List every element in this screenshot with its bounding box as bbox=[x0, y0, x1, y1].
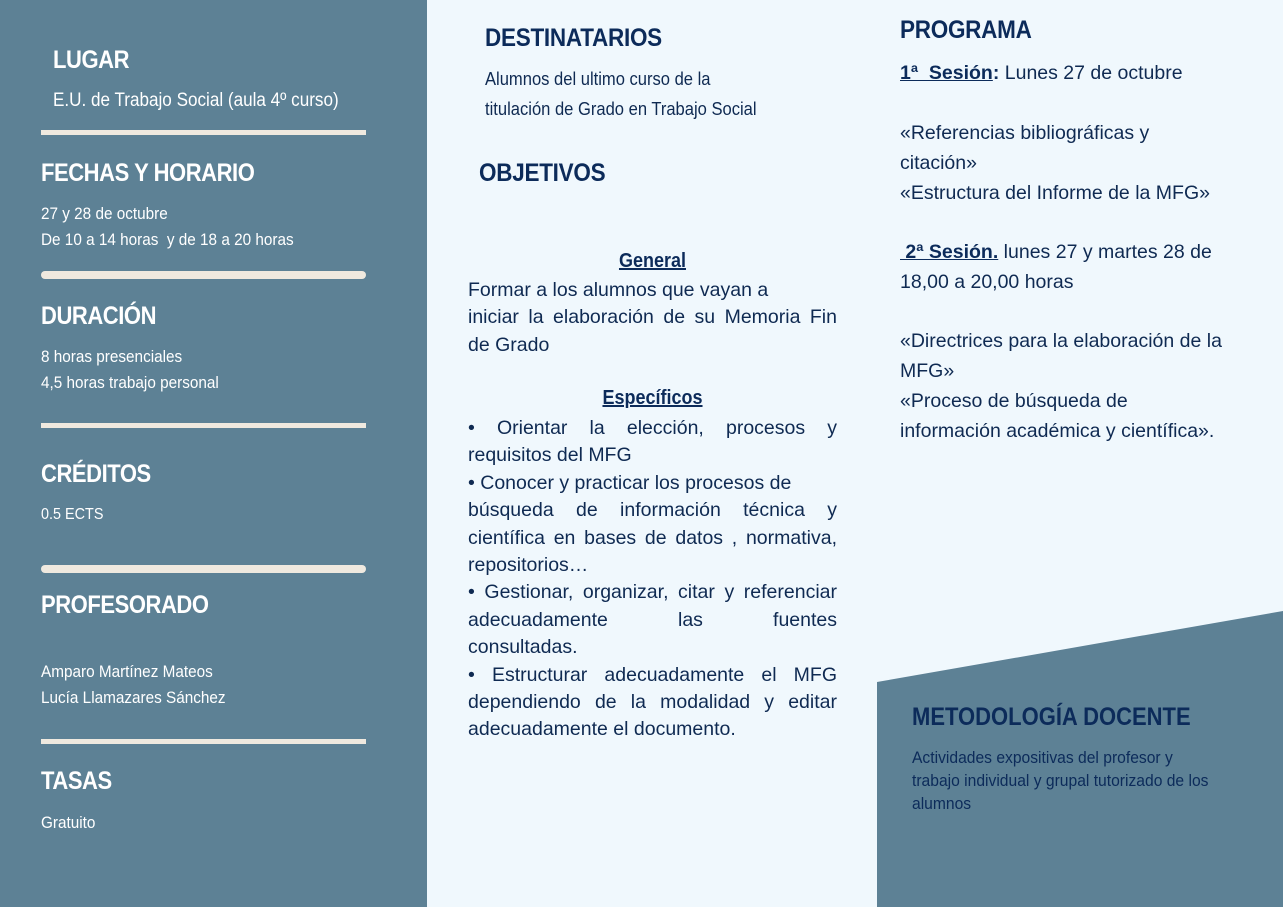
destinatarios-text bbox=[485, 64, 757, 124]
lugar-line: E.U. de Trabajo Social (aula 4º curso) bbox=[53, 90, 339, 111]
session1-separator: : bbox=[992, 62, 1000, 84]
especificos-line: requisitos del MFG bbox=[468, 444, 632, 467]
profesor-name: Amparo Martínez Mateos bbox=[41, 662, 213, 681]
session2-date: lunes 27 y martes 28 de bbox=[998, 241, 1212, 263]
creditos-text bbox=[41, 502, 103, 528]
general-line: Formar a los alumnos que vayan a bbox=[468, 279, 769, 301]
especificos-line: • Orientar la elección, procesos y bbox=[468, 417, 837, 439]
lugar-heading: LUGAR bbox=[53, 46, 130, 74]
session1-topic: citación» bbox=[900, 152, 977, 174]
especificos-list bbox=[468, 415, 837, 744]
session1-label: 1ª Sesión bbox=[900, 62, 993, 84]
metodologia-text bbox=[912, 746, 1208, 815]
lugar-text bbox=[53, 88, 339, 114]
session2-topic: MFG» bbox=[900, 360, 955, 382]
especificos-subheading: Específicos bbox=[602, 387, 703, 409]
session1-header bbox=[900, 58, 1183, 88]
session2-time: 18,00 a 20,00 horas bbox=[900, 271, 1074, 293]
especificos-line: • Estructurar adecuadamente el MFG bbox=[468, 663, 837, 686]
session1-topic: «Estructura del Informe de la MFG» bbox=[900, 182, 1210, 204]
session2-topic: información académica y científica». bbox=[900, 420, 1215, 442]
especificos-line: • Gestionar, organizar, citar y referenciar bbox=[468, 581, 837, 604]
session2-header bbox=[900, 237, 1212, 297]
session2-label: 2ª Sesión. bbox=[900, 241, 999, 263]
profesorado-heading: PROFESORADO bbox=[41, 591, 209, 619]
divider bbox=[41, 423, 366, 428]
divider bbox=[41, 739, 366, 744]
duracion-line: 4,5 horas trabajo personal bbox=[41, 373, 219, 392]
session2-topics bbox=[900, 326, 1222, 446]
tasas-text bbox=[41, 810, 95, 836]
metodologia-heading: METODOLOGÍA DOCENTE bbox=[912, 703, 1191, 731]
metodologia-line: alumnos bbox=[912, 794, 972, 813]
objetivos-heading: OBJETIVOS bbox=[479, 159, 606, 187]
general-subheading: General bbox=[618, 250, 687, 272]
tasas-heading: TASAS bbox=[41, 767, 112, 795]
duracion-line: 8 horas presenciales bbox=[41, 347, 183, 366]
especificos-line: consultadas. bbox=[468, 636, 578, 659]
fechas-line: 27 y 28 de octubre bbox=[41, 204, 168, 223]
especificos-line: dependiendo de la modalidad y editar bbox=[468, 691, 837, 714]
divider bbox=[41, 130, 366, 135]
session2-topic: «Proceso de búsqueda de bbox=[900, 390, 1128, 412]
metodologia-line: trabajo individual y grupal tutorizado de los bbox=[912, 771, 1209, 790]
divider bbox=[41, 565, 366, 573]
fechas-heading: FECHAS Y HORARIO bbox=[41, 159, 255, 187]
tasas-line: Gratuito bbox=[41, 813, 96, 832]
programa-heading: PROGRAMA bbox=[900, 16, 1032, 44]
destinatarios-line: Alumnos del ultimo curso de la bbox=[485, 69, 711, 89]
session1-date: Lunes 27 de octubre bbox=[999, 62, 1183, 84]
session1-topics bbox=[900, 118, 1210, 208]
especificos-line: búsqueda de información técnica y bbox=[468, 499, 837, 522]
sidebar-info-panel bbox=[0, 0, 427, 907]
session1-topic: «Referencias bibliográficas y bbox=[900, 122, 1150, 144]
profesor-name: Lucía Llamazares Sánchez bbox=[41, 688, 226, 707]
duracion-text bbox=[41, 344, 219, 396]
metodologia-line: Actividades expositivas del profesor y bbox=[912, 748, 1173, 767]
general-line: iniciar la elaboración de su Memoria Fin bbox=[468, 306, 837, 329]
especificos-line: • Conocer y practicar los procesos de bbox=[468, 471, 792, 494]
general-text bbox=[468, 277, 837, 359]
session2-topic: «Directrices para la elaboración de la bbox=[900, 330, 1222, 352]
especificos-line: adecuadamente el documento. bbox=[468, 718, 736, 741]
creditos-line: 0.5 ECTS bbox=[41, 506, 104, 523]
general-line: de Grado bbox=[468, 333, 550, 356]
profesorado-text bbox=[41, 659, 226, 711]
destinatarios-line: titulación de Grado en Trabajo Social bbox=[485, 99, 757, 119]
fechas-text bbox=[41, 201, 294, 253]
divider bbox=[41, 271, 366, 279]
fechas-line: De 10 a 14 horas y de 18 a 20 horas bbox=[41, 230, 294, 249]
destinatarios-heading: DESTINATARIOS bbox=[485, 24, 662, 52]
right-column bbox=[877, 0, 1283, 907]
middle-column bbox=[427, 0, 877, 907]
creditos-heading: CRÉDITOS bbox=[41, 460, 151, 488]
especificos-line: repositorios… bbox=[468, 554, 589, 577]
duracion-heading: DURACIÓN bbox=[41, 302, 157, 330]
especificos-line: científica en bases de datos , normativa, bbox=[468, 526, 837, 549]
especificos-line: adecuadamente las fuentes bbox=[468, 608, 837, 631]
